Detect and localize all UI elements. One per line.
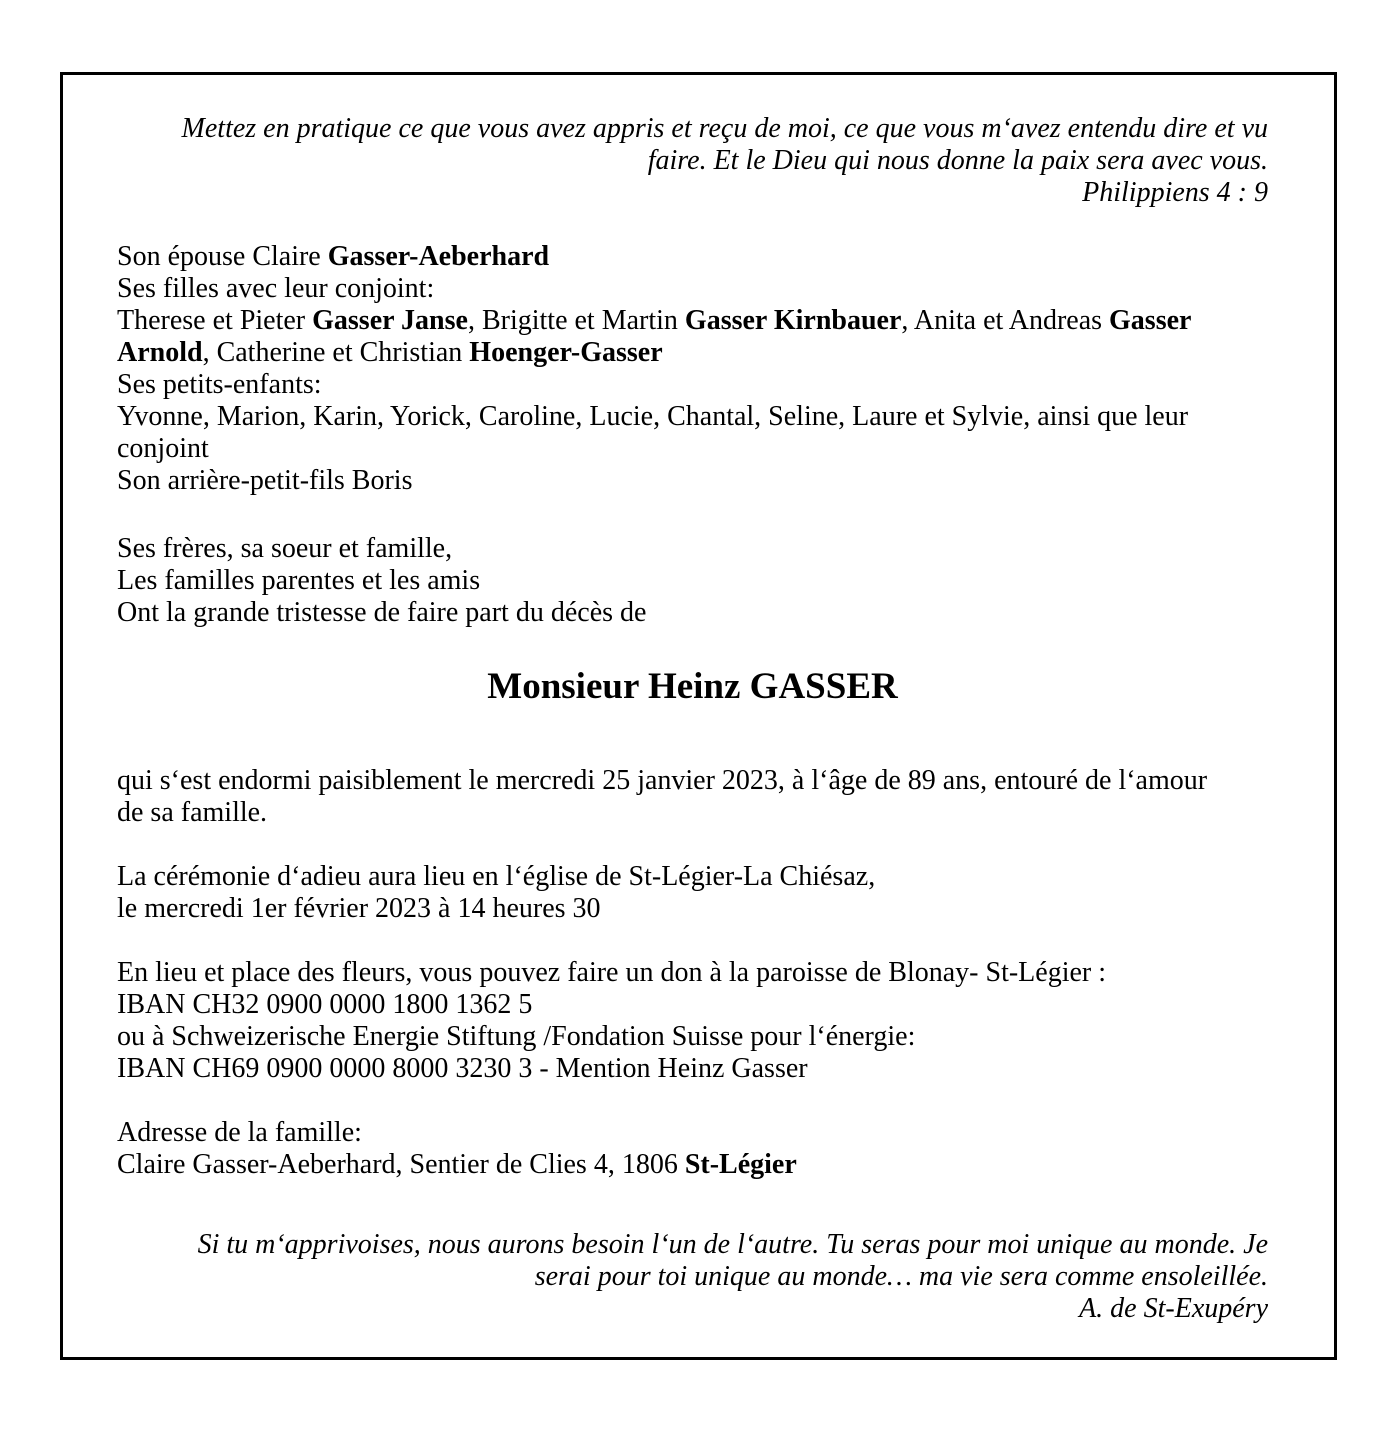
family-line: Yvonne, Marion, Karin, Yorick, Caroline, Lucie, Chantal, Seline, Laure et Sylvie, ainsi que leur [117, 401, 1189, 432]
obituary-border-frame [60, 72, 1337, 1360]
family-announcement [117, 241, 1268, 497]
death-notice-line: qui s‘est endormi paisiblement le mercredi 25 janvier 2023, à l‘âge de 89 ans, entouré de l‘amour [117, 765, 1208, 796]
address-line: Claire Gasser-Aeberhard, Sentier de Clies 4, 1806 St-Légier [117, 1149, 797, 1180]
donation-line: En lieu et place des fleurs, vous pouvez faire un don à la paroisse de Blonay- St-Légier : [117, 957, 1107, 988]
donation-line: ou à Schweizerische Energie Stiftung /Fondation Suisse pour l‘énergie: [117, 1021, 916, 1052]
address-label: Adresse de la famille: [117, 1117, 362, 1148]
deceased-name-heading: Monsieur Heinz GASSER [487, 666, 898, 707]
closing-quote-line: serai pour toi unique au monde… ma vie sera comme ensoleillée. [534, 1261, 1268, 1292]
donation-details [117, 957, 1268, 1085]
closing-quote-attribution: A. de St-Exupéry [1079, 1293, 1268, 1324]
death-notice [117, 765, 1268, 829]
donation-iban-line: IBAN CH32 0900 0000 1800 1362 5 [117, 989, 533, 1020]
mourning-line: Ses frères, sa soeur et famille, [117, 533, 453, 564]
family-line: Therese et Pieter Gasser Janse, Brigitte et Martin Gasser Kirnbauer, Anita et Andreas Gasser [117, 305, 1192, 336]
epigraph-source: Philippiens 4 : 9 [1082, 177, 1268, 208]
ceremony-line: le mercredi 1er février 2023 à 14 heures 30 [117, 893, 601, 924]
ceremony-details [117, 861, 1268, 925]
family-line: Ses petits-enfants: [117, 369, 322, 400]
mourning-statement [117, 533, 1268, 629]
family-line: Son épouse Claire Gasser-Aeberhard [117, 241, 550, 272]
family-address [117, 1117, 1268, 1181]
family-line: Son arrière-petit-fils Boris [117, 465, 413, 496]
scripture-epigraph [117, 113, 1268, 209]
epigraph-line: Mettez en pratique ce que vous avez appris et reçu de moi, ce que vous m‘avez entendu dire et vu [181, 113, 1268, 144]
family-line: Arnold, Catherine et Christian Hoenger-Gasser [117, 337, 663, 368]
mourning-line: Les familles parentes et les amis [117, 565, 481, 596]
closing-quote [117, 1229, 1268, 1325]
death-notice-line: de sa famille. [117, 797, 268, 828]
epigraph-line: faire. Et le Dieu qui nous donne la paix sera avec vous. [647, 145, 1268, 176]
family-line: Ses filles avec leur conjoint: [117, 273, 435, 304]
closing-quote-line: Si tu m‘apprivoises, nous aurons besoin l‘un de l‘autre. Tu seras pour moi unique au monde. Je [197, 1229, 1268, 1260]
ceremony-line: La cérémonie d‘adieu aura lieu en l‘église de St-Légier-La Chiésaz, [117, 861, 876, 892]
family-line: conjoint [117, 433, 209, 464]
mourning-line: Ont la grande tristesse de faire part du décès de [117, 597, 647, 628]
donation-iban-line: IBAN CH69 0900 0000 8000 3230 3 - Mention Heinz Gasser [117, 1053, 808, 1084]
